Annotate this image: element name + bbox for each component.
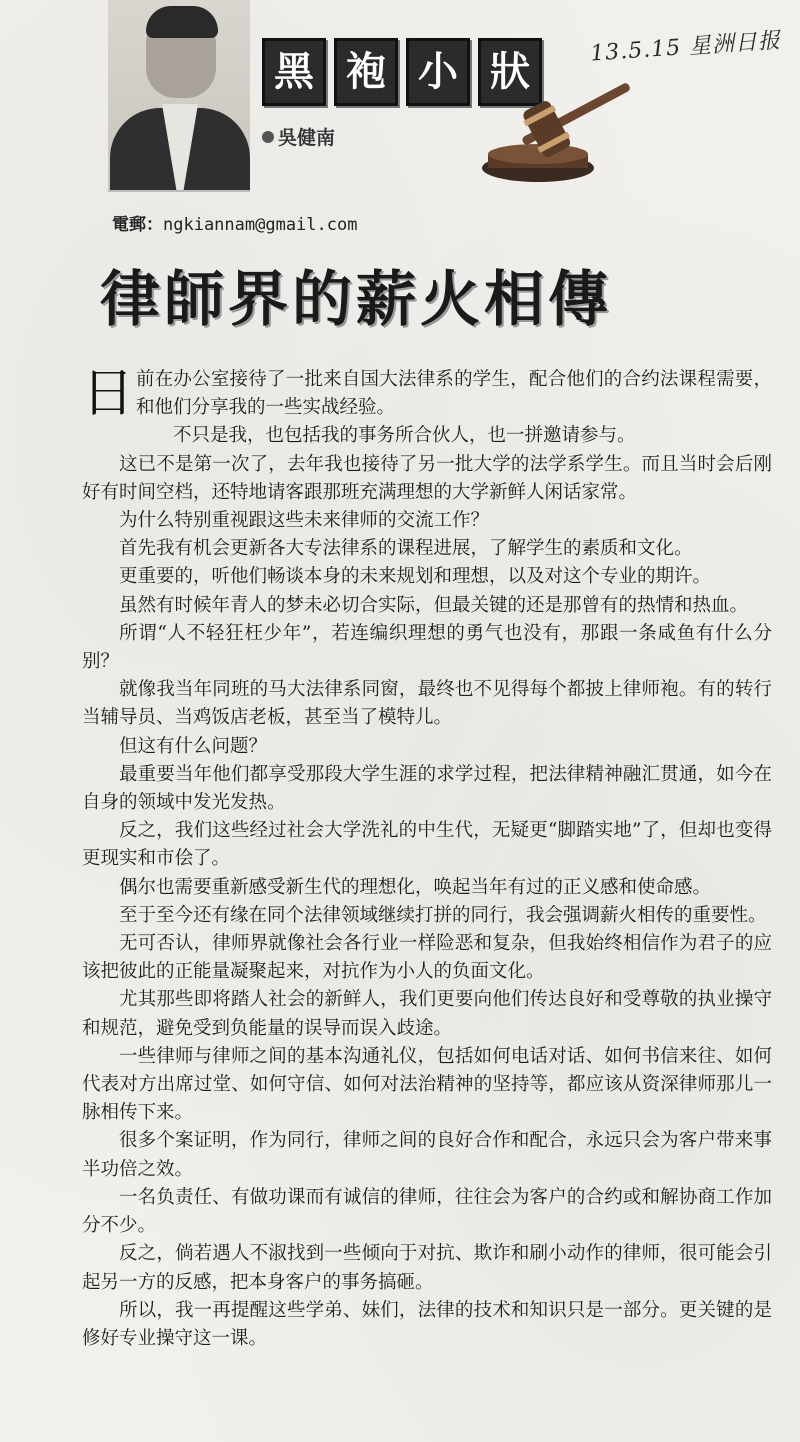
article-paragraph: 至于至今还有缘在同个法律领域继续打拼的同行，我会强调薪火相传的重要性。: [119, 904, 767, 926]
article-paragraph: 虽然有时候年青人的梦未必切合实际，但最关键的还是那曾有的热情和热血。: [119, 594, 749, 616]
article-paragraph: 无可否认，律师界就像社会各行业一样险恶和复杂，但我始终相信作为君子的应该把彼此的正能量凝聚起来，对抗作为小人的负面文化。: [82, 933, 772, 983]
article-paragraph: 为什么特别重视跟这些未来律师的交流工作？: [119, 510, 490, 532]
article-paragraph: 最重要当年他们都享受那段大学生涯的求学过程，把法律精神融汇贯通，如今在自身的领域中发光发热。: [82, 763, 772, 814]
article-paragraph: 一名负责任、有做功课而有诚信的律师，往往会为客户的合约或和解协商工作加分不少。: [82, 1186, 772, 1237]
column-title-char: 狀: [478, 38, 542, 106]
article-body: [82, 366, 772, 1353]
article-paragraph: 就像我当年同班的马大法律系同窗，最终也不见得每个都披上律师袍。有的转行当辅导员、当鸡饭店老板，甚至当了模特儿。: [82, 679, 772, 729]
drop-cap: 日: [82, 364, 135, 424]
column-title-char: 小: [406, 38, 470, 106]
author-portrait: [108, 0, 250, 192]
author-byline: [262, 123, 335, 150]
article-paragraph: 但这有什么问题？: [119, 735, 268, 757]
article-paragraph: 尤其那些即将踏人社会的新鲜人，我们更要向他们传达良好和受尊敬的执业操守和规范，避免受到负能量的误导而误入歧途。: [82, 989, 772, 1039]
article-paragraph: 不只是我，也包括我的事务所合伙人，也一拼邀请参与。: [173, 425, 636, 447]
article-paragraph: 更重要的，听他们畅谈本身的未来规划和理想，以及对这个专业的期许。: [119, 566, 712, 588]
article-paragraph: 很多个案证明，作为同行，律师之间的良好合作和配合，永远只会为客户带来事半功倍之效。: [82, 1130, 772, 1180]
bullet-icon: [262, 131, 274, 143]
article-paragraph: 首先我有机会更新各大专法律系的课程进展，了解学生的素质和文化。: [119, 538, 693, 560]
article-paragraph: 一些律师与律师之间的基本沟通礼仪，包括如何电话对话、如何书信来往、如何代表对方出席过堂、如何守信、如何对法治精神的坚持等，都应该从资深律师那儿一脉相传下来。: [82, 1045, 772, 1124]
article-paragraph: 所谓“人不轻狂枉少年”，若连编织理想的勇气也没有，那跟一条咸鱼有什么分别？: [82, 622, 772, 673]
paragraph-text: 前在办公室接待了一批来自国大法律系的学生，配合他们的合约法课程需要，和他们分享我的一些实战经验。: [136, 369, 772, 419]
article-paragraph: [82, 366, 772, 422]
portrait-hair: [146, 6, 218, 38]
article-paragraph: 所以，我一再提醒这些学弟、妹们，法律的技术和知识只是一部分。更关键的是修好专业操守这一课。: [82, 1299, 772, 1349]
article-paragraph: 这已不是第一次了，去年我也接待了另一批大学的法学系学生。而且当时会后刚好有时间空档，还特地请客跟那班充满理想的大学新鲜人闲话家常。: [82, 453, 772, 503]
article-paragraph: 反之，我们这些经过社会大学洗礼的中生代，无疑更“脚踏实地”了，但却也变得更现实和市侩了。: [82, 820, 772, 870]
column-title-char: 黑: [262, 38, 326, 106]
article-paragraph: 反之，倘若遇人不淑找到一些倾向于对抗、欺诈和刷小动作的律师，很可能会引起另一方的反感，把本身客户的事务搞砸。: [82, 1243, 772, 1293]
author-name: 吳健南: [278, 127, 336, 149]
email-address: ngkiannam@gmail.com: [163, 215, 358, 235]
author-email: [112, 210, 357, 235]
article-paragraph: 偶尔也需要重新感受新生代的理想化，唤起当年有过的正义感和使命感。: [119, 876, 712, 898]
gavel-icon: [478, 70, 648, 190]
email-label: 電郵：: [112, 215, 163, 235]
article-headline: 律師界的薪火相傳: [100, 265, 612, 335]
handwritten-date-note: 13.5.15 星洲日报: [589, 28, 782, 67]
column-title-char: 袍: [334, 38, 398, 106]
